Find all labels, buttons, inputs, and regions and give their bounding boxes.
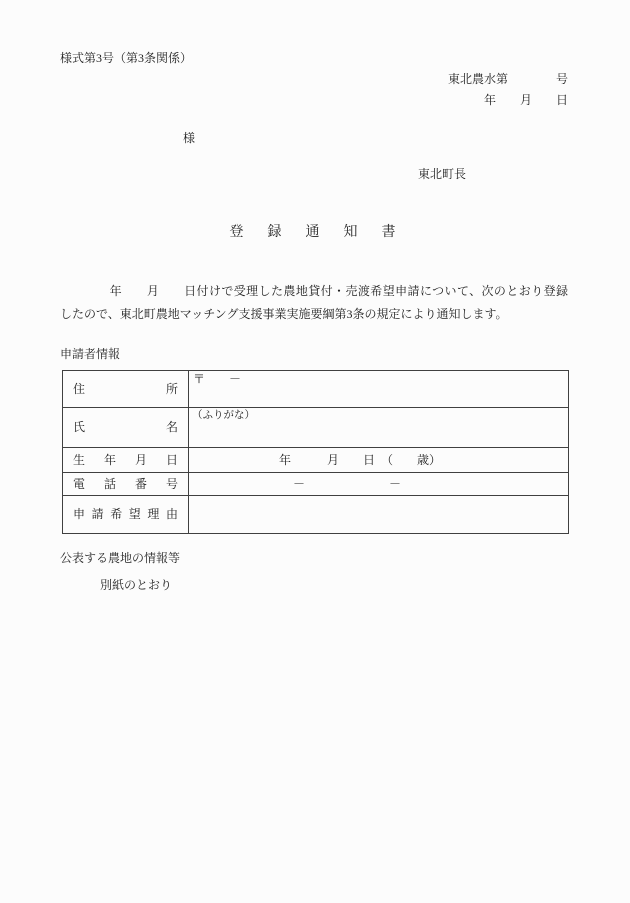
- application-reason-label: 申請希望理由: [63, 496, 189, 534]
- table-row-phone: [63, 473, 569, 496]
- form-number: 様式第3号（第3条関係）: [60, 51, 193, 65]
- name-furigana-blank: （ふりがな）: [189, 408, 569, 448]
- applicant-info-heading: 申請者情報: [60, 347, 121, 361]
- phone-label: 電話番号: [63, 473, 189, 496]
- name-label: 氏名: [63, 408, 189, 448]
- sender-title: 東北町長: [418, 167, 467, 181]
- birthdate-value-blank: 年 月 日 （ 歳）: [189, 448, 569, 473]
- phone-value-blank: － －: [189, 473, 569, 496]
- table-row-name: [63, 408, 569, 448]
- application-reason-value-blank: [189, 496, 569, 534]
- farmland-info-heading: 公表する農地の情報等: [60, 551, 181, 565]
- recipient-honorific: 様: [183, 131, 196, 145]
- body-paragraph-line1: 年 月 日付けで受理した農地貸付・売渡希望申請について、次のとおり登録: [60, 284, 568, 298]
- address-label: 住所: [63, 371, 189, 408]
- table-row-birthdate: [63, 448, 569, 473]
- document-reference-number: 東北農水第 号: [447, 72, 568, 86]
- document-date-blank: 年 月 日: [483, 93, 568, 107]
- table-row-address: [63, 371, 569, 408]
- attachment-note: 別紙のとおり: [100, 578, 173, 592]
- body-paragraph-line2: したので、東北町農地マッチング支援事業実施要綱第3条の規定により通知します。: [60, 307, 508, 321]
- document-title: 登 録 通 知 書: [229, 225, 401, 240]
- address-value-blank: 〒 －: [189, 371, 569, 408]
- applicant-info-table: [62, 370, 569, 534]
- birthdate-label: 生年月日: [63, 448, 189, 473]
- table-row-application-reason: [63, 496, 569, 534]
